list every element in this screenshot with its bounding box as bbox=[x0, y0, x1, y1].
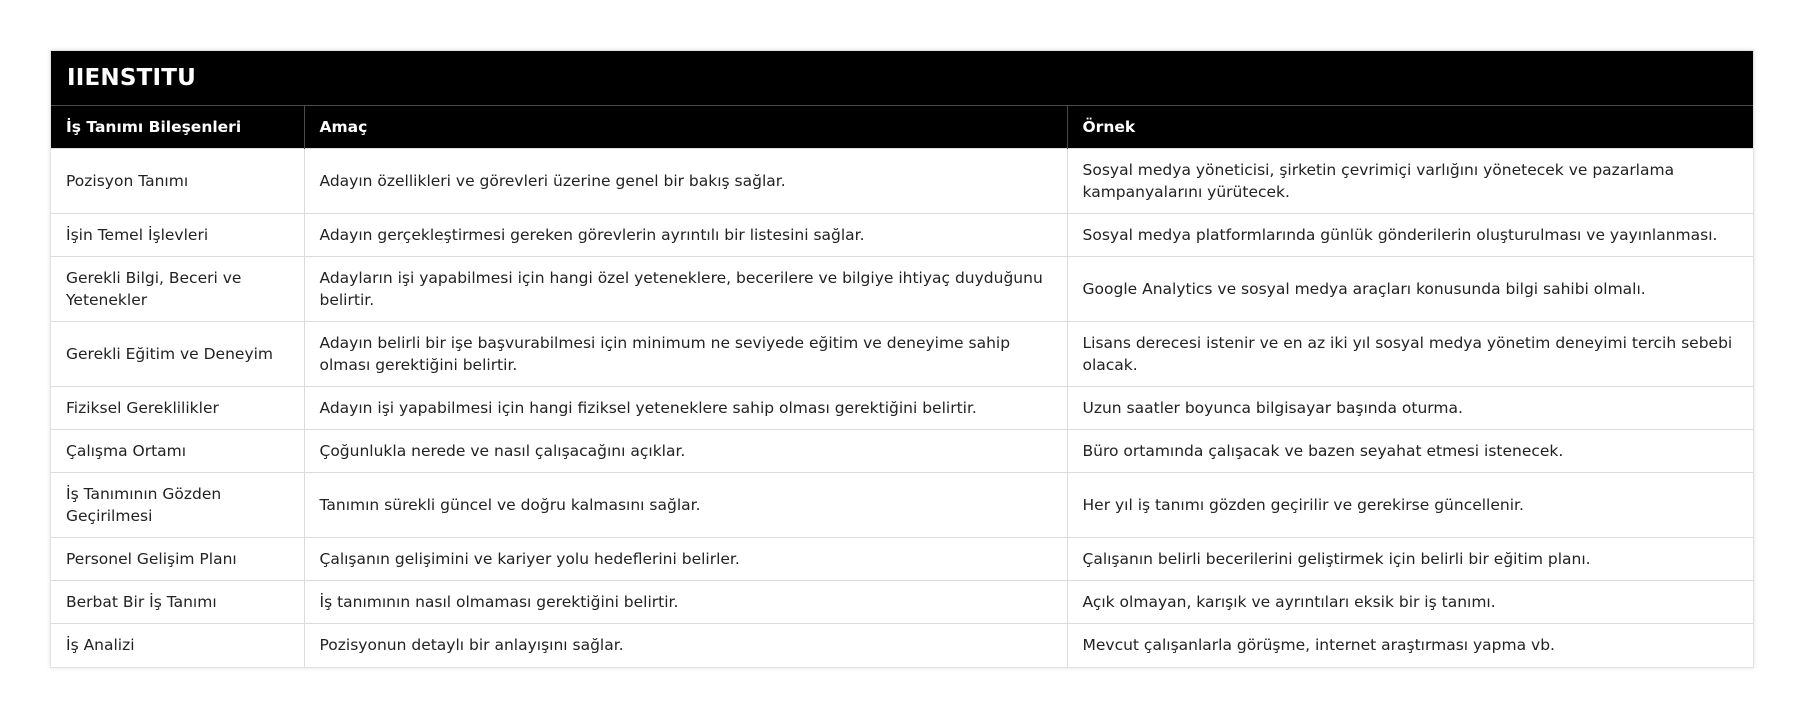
table-row bbox=[51, 624, 1753, 667]
table-row bbox=[51, 387, 1753, 430]
cell-purpose: Adayın gerçekleştirmesi gereken görevlerin ayrıntılı bir listesini sağlar. bbox=[304, 214, 1067, 257]
cell-example: Mevcut çalışanlarla görüşme, internet araştırması yapma vb. bbox=[1067, 624, 1753, 667]
cell-example: Lisans derecesi istenir ve en az iki yıl sosyal medya yönetim deneyimi tercih sebebi olacak. bbox=[1067, 322, 1753, 387]
cell-purpose: Çalışanın gelişimini ve kariyer yolu hedeflerini belirler. bbox=[304, 538, 1067, 581]
cell-component: Gerekli Eğitim ve Deneyim bbox=[51, 322, 304, 387]
job-description-table bbox=[51, 105, 1753, 667]
cell-purpose: İş tanımının nasıl olmaması gerektiğini belirtir. bbox=[304, 581, 1067, 624]
table-row bbox=[51, 538, 1753, 581]
cell-component: Gerekli Bilgi, Beceri ve Yetenekler bbox=[51, 257, 304, 322]
cell-component: İşin Temel İşlevleri bbox=[51, 214, 304, 257]
header-components: İş Tanımı Bileşenleri bbox=[51, 106, 304, 149]
cell-component: İş Analizi bbox=[51, 624, 304, 667]
cell-example: Büro ortamında çalışacak ve bazen seyahat etmesi istenecek. bbox=[1067, 430, 1753, 473]
header-purpose: Amaç bbox=[304, 106, 1067, 149]
cell-example: Google Analytics ve sosyal medya araçları konusunda bilgi sahibi olmalı. bbox=[1067, 257, 1753, 322]
table-row bbox=[51, 257, 1753, 322]
table-row bbox=[51, 581, 1753, 624]
cell-component: Fiziksel Gereklilikler bbox=[51, 387, 304, 430]
table-header-row bbox=[51, 106, 1753, 149]
cell-example: Açık olmayan, karışık ve ayrıntıları eksik bir iş tanımı. bbox=[1067, 581, 1753, 624]
cell-purpose: Adayın özellikleri ve görevleri üzerine genel bir bakış sağlar. bbox=[304, 149, 1067, 214]
table-row bbox=[51, 322, 1753, 387]
cell-purpose: Tanımın sürekli güncel ve doğru kalmasını sağlar. bbox=[304, 473, 1067, 538]
job-description-table-card bbox=[50, 50, 1754, 668]
cell-example: Çalışanın belirli becerilerini geliştirmek için belirli bir eğitim planı. bbox=[1067, 538, 1753, 581]
cell-purpose: Pozisyonun detaylı bir anlayışını sağlar. bbox=[304, 624, 1067, 667]
cell-purpose: Adayın belirli bir işe başvurabilmesi için minimum ne seviyede eğitim ve deneyime sahip olması gerektiğini belirtir. bbox=[304, 322, 1067, 387]
cell-component: Personel Gelişim Planı bbox=[51, 538, 304, 581]
cell-example: Sosyal medya platformlarında günlük gönderilerin oluşturulması ve yayınlanması. bbox=[1067, 214, 1753, 257]
header-example: Örnek bbox=[1067, 106, 1753, 149]
table-row bbox=[51, 214, 1753, 257]
cell-component: İş Tanımının Gözden Geçirilmesi bbox=[51, 473, 304, 538]
cell-purpose: Adayların işi yapabilmesi için hangi özel yeteneklere, becerilere ve bilgiye ihtiyaç duyduğunu belirtir. bbox=[304, 257, 1067, 322]
cell-example: Sosyal medya yöneticisi, şirketin çevrimiçi varlığını yönetecek ve pazarlama kampanyalarını yürütecek. bbox=[1067, 149, 1753, 214]
table-row bbox=[51, 430, 1753, 473]
table-row bbox=[51, 473, 1753, 538]
cell-purpose: Adayın işi yapabilmesi için hangi fiziksel yeteneklere sahip olması gerektiğini belirtir. bbox=[304, 387, 1067, 430]
table-row bbox=[51, 149, 1753, 214]
cell-example: Uzun saatler boyunca bilgisayar başında oturma. bbox=[1067, 387, 1753, 430]
cell-component: Pozisyon Tanımı bbox=[51, 149, 304, 214]
cell-component: Çalışma Ortamı bbox=[51, 430, 304, 473]
brand-title: IIENSTITU bbox=[51, 51, 1753, 105]
cell-component: Berbat Bir İş Tanımı bbox=[51, 581, 304, 624]
cell-purpose: Çoğunlukla nerede ve nasıl çalışacağını açıklar. bbox=[304, 430, 1067, 473]
cell-example: Her yıl iş tanımı gözden geçirilir ve gerekirse güncellenir. bbox=[1067, 473, 1753, 538]
